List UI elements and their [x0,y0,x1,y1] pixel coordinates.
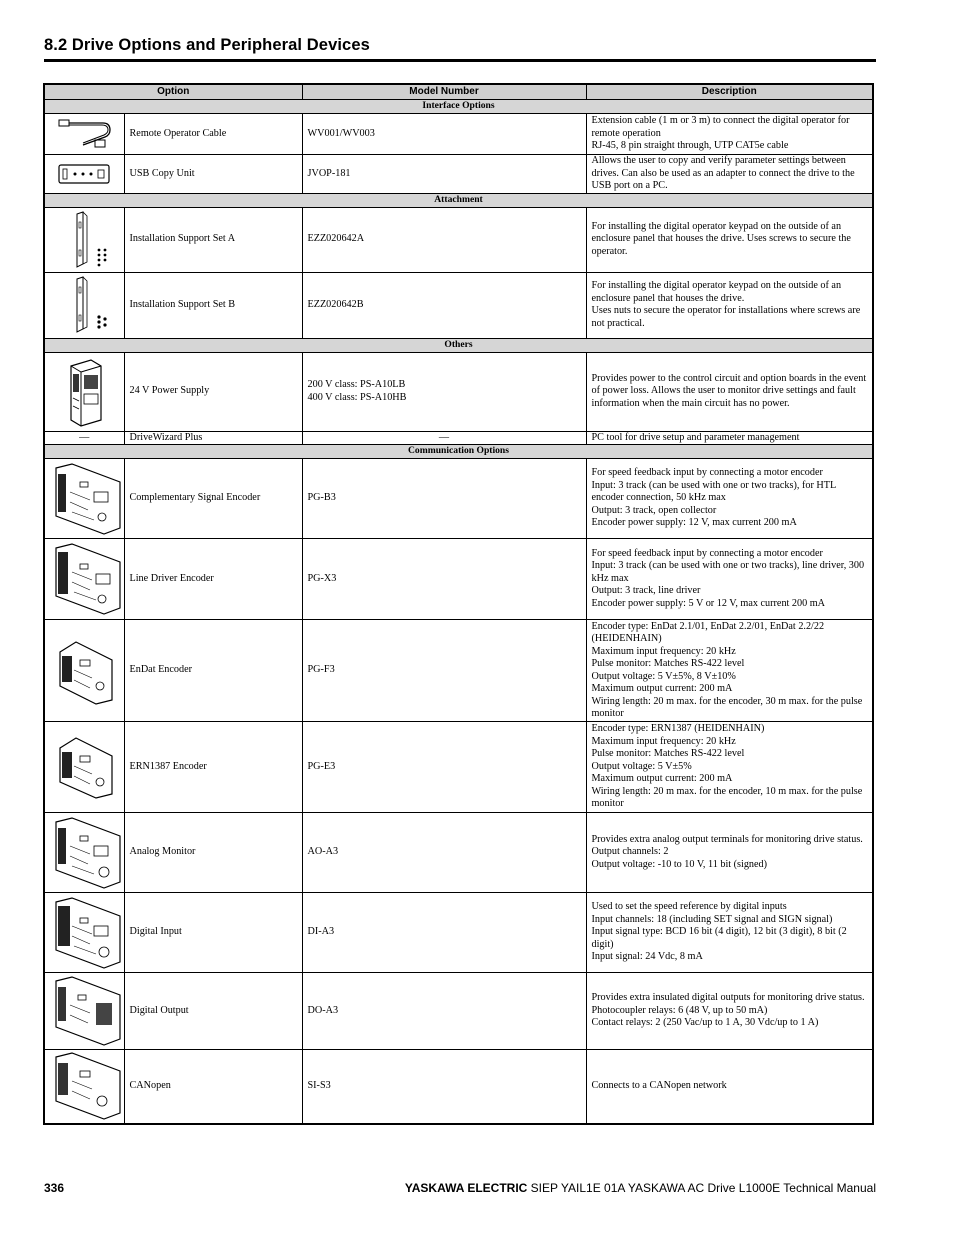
model-number: WV001/WV003 [302,114,586,155]
option-board-icon [50,896,122,970]
table-row [44,893,873,973]
footer-doc-info [405,1181,876,1195]
model-number: JVOP-181 [302,155,586,194]
option-board-icon [50,462,122,536]
option-name: CANopen [124,1050,302,1124]
table-row [44,352,873,431]
option-name: DriveWizard Plus [124,431,302,445]
description: PC tool for drive setup and parameter management [586,431,873,445]
description: Used to set the speed reference by digital inputs Input channels: 18 (including SET signal and SIGN signal) Input signal type: BCD 16 bit (4 digit), 12 bit (3 digit), 8 bit (2 digit) Input signal: 24 Vdc, 8 mA [586,893,873,973]
model-number: PG-E3 [302,722,586,813]
table-row [44,539,873,620]
row-image [44,973,124,1050]
table-header-row [44,84,873,100]
model-number: EZZ020642B [302,272,586,338]
table-row [44,155,873,194]
model-number: — [302,431,586,445]
usb-copy-unit-icon [53,159,115,189]
row-image [44,114,124,155]
row-image-placeholder: — [44,431,124,445]
row-image [44,155,124,194]
column-header-option: Option [44,84,302,100]
description: For installing the digital operator keypad on the outside of an enclosure panel that houses the drive. Uses nuts to secure the operator for installations where screws are not practical. [586,272,873,338]
model-number: PG-B3 [302,459,586,539]
table-row [44,459,873,539]
option-board-icon [50,975,122,1047]
option-board-icon [52,734,116,800]
table-row [44,620,873,722]
option-name: Complementary Signal Encoder [124,459,302,539]
table-row [44,114,873,155]
table-row [44,1050,873,1124]
row-image [44,893,124,973]
table-row [44,722,873,813]
section-others: Others [44,338,873,352]
section-row [44,338,873,352]
model-number: AO-A3 [302,813,586,893]
description: Encoder type: ERN1387 (HEIDENHAIN) Maximum input frequency: 20 kHz Pulse monitor: Matches RS-422 level Output voltage: 5 V±5% Maximum output current: 200 mA Wiring length: 20 m max. for the encoder, 10 m max. for the pulse monitor [586,722,873,813]
option-name: ERN1387 Encoder [124,722,302,813]
section-row [44,193,873,207]
option-name: USB Copy Unit [124,155,302,194]
model-number: PG-F3 [302,620,586,722]
table-row [44,813,873,893]
row-image [44,352,124,431]
section-row [44,100,873,114]
row-image [44,813,124,893]
option-name: Line Driver Encoder [124,539,302,620]
description: Provides extra analog output terminals for monitoring drive status. Output channels: 2 Output voltage: -10 to 10 V, 11 bit (signed) [586,813,873,893]
section-attachment: Attachment [44,193,873,207]
option-name: Installation Support Set B [124,272,302,338]
page-number: 336 [44,1181,65,1195]
description: Extension cable (1 m or 3 m) to connect the digital operator for remote operation RJ-45, 8 pin straight through, UTP CAT5e cable [586,114,873,155]
option-name: Digital Output [124,973,302,1050]
options-table [43,83,874,1125]
model-number: PG-X3 [302,539,586,620]
description: Provides power to the control circuit and option boards in the event of power loss. Allows the user to monitor drive settings and fault information when the main circuit has no power. [586,352,873,431]
model-number: EZZ020642A [302,207,586,272]
row-image [44,539,124,620]
row-image [44,1050,124,1124]
row-image [44,207,124,272]
model-number: DI-A3 [302,893,586,973]
option-board-icon [50,542,122,616]
option-name: Installation Support Set A [124,207,302,272]
cable-icon [53,117,115,151]
section-row [44,445,873,459]
option-name: Remote Operator Cable [124,114,302,155]
row-image [44,620,124,722]
table-row [44,272,873,338]
model-number: 200 V class: PS-A10LB 400 V class: PS-A10HB [302,352,586,431]
section-communication-options: Communication Options [44,445,873,459]
table-row [44,431,873,445]
description: Encoder type: EnDat 2.1/01, EnDat 2.2/01, EnDat 2.2/22 (HEIDENHAIN) Maximum input frequency: 20 kHz Pulse monitor: Matches RS-422 level Output voltage: 5 V±5%, 8 V±10% Maximum output current: 200 mA Wiring length: 20 m max. for the encoder, 30 m max. for the pulse monitor [586,620,873,722]
power-supply-icon [53,356,115,428]
footer-brand: YASKAWA ELECTRIC [404,1181,528,1195]
row-image [44,722,124,813]
footer-doc-title: SIEP YAIL1E 01A YASKAWA AC Drive L1000E Technical Manual [530,1181,876,1195]
option-name: 24 V Power Supply [124,352,302,431]
page-header [44,36,876,62]
description: For speed feedback input by connecting a motor encoder Input: 3 track (can be used with one or two tracks), for HTL encoder connection, 50 kHz max Output: 3 track, open collector Encoder power supply: 12 V, max current 200 mA [586,459,873,539]
bracket-icon [53,210,115,270]
section-title: 8.2 Drive Options and Peripheral Devices [44,36,370,54]
header-rule [44,59,876,62]
bracket-icon [53,275,115,335]
option-name: Digital Input [124,893,302,973]
option-name: EnDat Encoder [124,620,302,722]
column-header-model: Model Number [302,84,586,100]
section-interface-options: Interface Options [44,100,873,114]
row-image [44,459,124,539]
table-row [44,207,873,272]
description: Allows the user to copy and verify parameter settings between drives. Can also be used as an adapter to connect the drive to the USB port on a PC. [586,155,873,194]
description: Provides extra insulated digital outputs for monitoring drive status. Photocoupler relays: 6 (48 V, up to 50 mA) Contact relays: 2 (250 Vac/up to 1 A, 30 Vdc/up to 1 A) [586,973,873,1050]
description: For speed feedback input by connecting a motor encoder Input: 3 track (can be used with one or two tracks), line driver, 300 kHz max Output: 3 track, line driver Encoder power supply: 5 V or 12 V, max current 200 mA [586,539,873,620]
description: For installing the digital operator keypad on the outside of an enclosure panel that houses the drive. Uses screws to secure the operator. [586,207,873,272]
option-board-icon [50,1051,122,1121]
option-board-icon [50,816,122,890]
model-number: SI-S3 [302,1050,586,1124]
description: Connects to a CANopen network [586,1050,873,1124]
table-row [44,973,873,1050]
row-image [44,272,124,338]
option-board-icon [52,636,116,706]
column-header-description: Description [586,84,873,100]
option-name: Analog Monitor [124,813,302,893]
model-number: DO-A3 [302,973,586,1050]
